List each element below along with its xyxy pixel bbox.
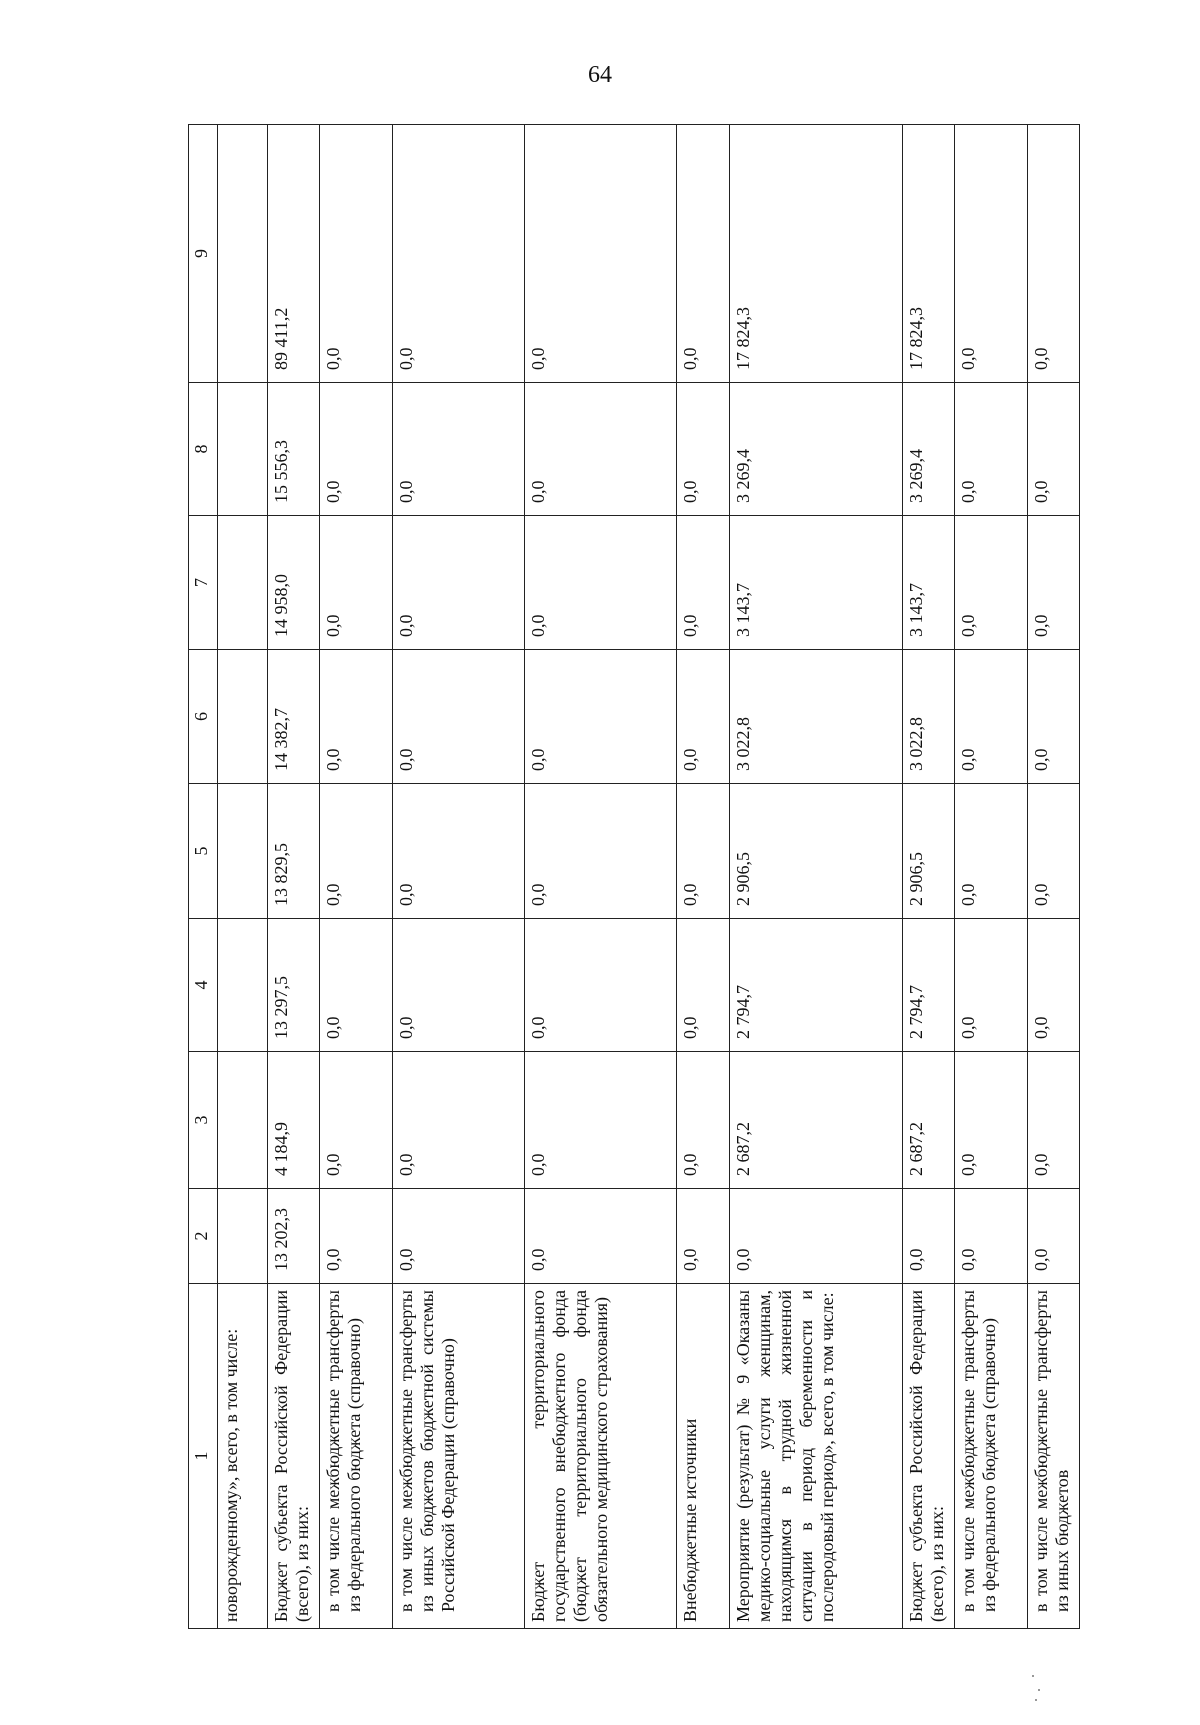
- row-label: в том числе межбюджетные трансферты из федерального бюджета (справочно): [955, 1284, 1028, 1629]
- cell-value: 0,0: [525, 1052, 677, 1189]
- cell-value: 0,0: [525, 1189, 677, 1284]
- col-header-2: 2: [189, 1189, 218, 1284]
- col-header-9: 9: [189, 125, 218, 383]
- cell-value: 89 411,2: [268, 125, 320, 383]
- col-header-3: 3: [189, 1052, 218, 1189]
- row-label: Бюджет субъекта Российской Федерации (всего), из них:: [903, 1284, 955, 1629]
- cell-value: 0,0: [955, 516, 1028, 650]
- cell-value: 0,0: [1028, 784, 1080, 919]
- page-number: 64: [588, 62, 612, 88]
- cell-value: 0,0: [955, 1189, 1028, 1284]
- cell-value: 0,0: [393, 516, 525, 650]
- cell-value: 3 022,8: [903, 650, 955, 784]
- budget-table: [188, 124, 1080, 1629]
- table-row: [320, 125, 393, 1629]
- cell-value: 0,0: [393, 784, 525, 919]
- cell-value: 3 022,8: [730, 650, 903, 784]
- cell-value: 13 202,3: [268, 1189, 320, 1284]
- row-label: Бюджет территориального государственного внебюджетного фонда (бюджет территориального фонда обязательного медицинского страхования): [525, 1284, 677, 1629]
- cell-value: 0,0: [1028, 383, 1080, 516]
- cell-value: 2 906,5: [903, 784, 955, 919]
- cell-value: 0,0: [955, 650, 1028, 784]
- cell-value: 0,0: [1028, 516, 1080, 650]
- col-header-5: 5: [189, 784, 218, 919]
- cell-value: 3 269,4: [730, 383, 903, 516]
- table-row: [677, 125, 730, 1629]
- cell-value: 0,0: [677, 125, 730, 383]
- cell-value: 0,0: [955, 1052, 1028, 1189]
- cell-value: 0,0: [955, 919, 1028, 1052]
- header-row: [189, 125, 218, 1629]
- cell-value: 0,0: [320, 784, 393, 919]
- scan-specks: [1030, 1675, 1050, 1705]
- table-row: [903, 125, 955, 1629]
- cell-value: 0,0: [677, 383, 730, 516]
- cell-value: 0,0: [677, 1052, 730, 1189]
- cell-value: 0,0: [525, 383, 677, 516]
- cell-value: 14 382,7: [268, 650, 320, 784]
- cell-value: 0,0: [320, 1052, 393, 1189]
- table-row: [1028, 125, 1080, 1629]
- cell-value: 0,0: [677, 919, 730, 1052]
- cell-value: 13 297,5: [268, 919, 320, 1052]
- cell-value: 2 794,7: [730, 919, 903, 1052]
- table-row: [393, 125, 525, 1629]
- table-row: [268, 125, 320, 1629]
- cell-value: 17 824,3: [903, 125, 955, 383]
- cell-value: [218, 919, 268, 1052]
- cell-value: 2 687,2: [903, 1052, 955, 1189]
- cell-value: 0,0: [1028, 919, 1080, 1052]
- table-row: [955, 125, 1028, 1629]
- cell-value: 3 143,7: [730, 516, 903, 650]
- cell-value: [218, 383, 268, 516]
- cell-value: 2 906,5: [730, 784, 903, 919]
- cell-value: 0,0: [393, 1052, 525, 1189]
- cell-value: 15 556,3: [268, 383, 320, 516]
- cell-value: 0,0: [393, 1189, 525, 1284]
- col-header-7: 7: [189, 516, 218, 650]
- row-label: в том числе межбюджетные трансферты из федерального бюджета (справочно): [320, 1284, 393, 1629]
- cell-value: 14 958,0: [268, 516, 320, 650]
- rotated-table-container: [188, 125, 1072, 1629]
- cell-value: 0,0: [393, 125, 525, 383]
- col-header-6: 6: [189, 650, 218, 784]
- cell-value: 2 687,2: [730, 1052, 903, 1189]
- cell-value: 0,0: [955, 125, 1028, 383]
- cell-value: [218, 784, 268, 919]
- cell-value: 0,0: [320, 516, 393, 650]
- cell-value: 4 184,9: [268, 1052, 320, 1189]
- cell-value: 0,0: [320, 125, 393, 383]
- col-header-1: 1: [189, 1284, 218, 1629]
- cell-value: 2 794,7: [903, 919, 955, 1052]
- cell-value: 0,0: [525, 650, 677, 784]
- cell-value: 0,0: [1028, 1052, 1080, 1189]
- cell-value: 0,0: [1028, 125, 1080, 383]
- row-label: Мероприятие (результат) № 9 «Оказаны медико-социальные услуги женщинам, находящимся в трудной жизненной ситуации в период беременности и послеродовый период», всего, в том числе:: [730, 1284, 903, 1629]
- cell-value: 0,0: [677, 516, 730, 650]
- cell-value: [218, 650, 268, 784]
- cell-value: 3 269,4: [903, 383, 955, 516]
- cell-value: 0,0: [525, 784, 677, 919]
- cell-value: [218, 1052, 268, 1189]
- cell-value: [218, 125, 268, 383]
- table-row: [730, 125, 903, 1629]
- cell-value: [218, 516, 268, 650]
- row-label: в том числе межбюджетные трансферты из иных бюджетов: [1028, 1284, 1080, 1629]
- cell-value: 0,0: [393, 650, 525, 784]
- row-label: Бюджет субъекта Российской Федерации (всего), из них:: [268, 1284, 320, 1629]
- table-row: [218, 125, 268, 1629]
- table-row: [525, 125, 677, 1629]
- cell-value: 0,0: [677, 650, 730, 784]
- cell-value: 0,0: [903, 1189, 955, 1284]
- cell-value: 0,0: [320, 1189, 393, 1284]
- cell-value: [218, 1189, 268, 1284]
- cell-value: 0,0: [525, 125, 677, 383]
- cell-value: 17 824,3: [730, 125, 903, 383]
- cell-value: 0,0: [1028, 1189, 1080, 1284]
- cell-value: 0,0: [730, 1189, 903, 1284]
- cell-value: 13 829,5: [268, 784, 320, 919]
- cell-value: 0,0: [320, 650, 393, 784]
- cell-value: 0,0: [525, 919, 677, 1052]
- cell-value: 0,0: [525, 516, 677, 650]
- cell-value: 3 143,7: [903, 516, 955, 650]
- cell-value: 0,0: [677, 784, 730, 919]
- cell-value: 0,0: [393, 919, 525, 1052]
- cell-value: 0,0: [320, 383, 393, 516]
- cell-value: 0,0: [955, 383, 1028, 516]
- col-header-4: 4: [189, 919, 218, 1052]
- cell-value: 0,0: [320, 919, 393, 1052]
- row-label: в том числе межбюджетные трансферты из иных бюджетов бюджетной системы Российской Федерации (справочно): [393, 1284, 525, 1629]
- cell-value: 0,0: [1028, 650, 1080, 784]
- row-label: новорожденному», всего, в том числе:: [218, 1284, 268, 1629]
- cell-value: 0,0: [955, 784, 1028, 919]
- rotated-table-canvas: [188, 125, 1072, 1629]
- cell-value: 0,0: [677, 1189, 730, 1284]
- col-header-8: 8: [189, 383, 218, 516]
- row-label: Внебюджетные источники: [677, 1284, 730, 1629]
- cell-value: 0,0: [393, 383, 525, 516]
